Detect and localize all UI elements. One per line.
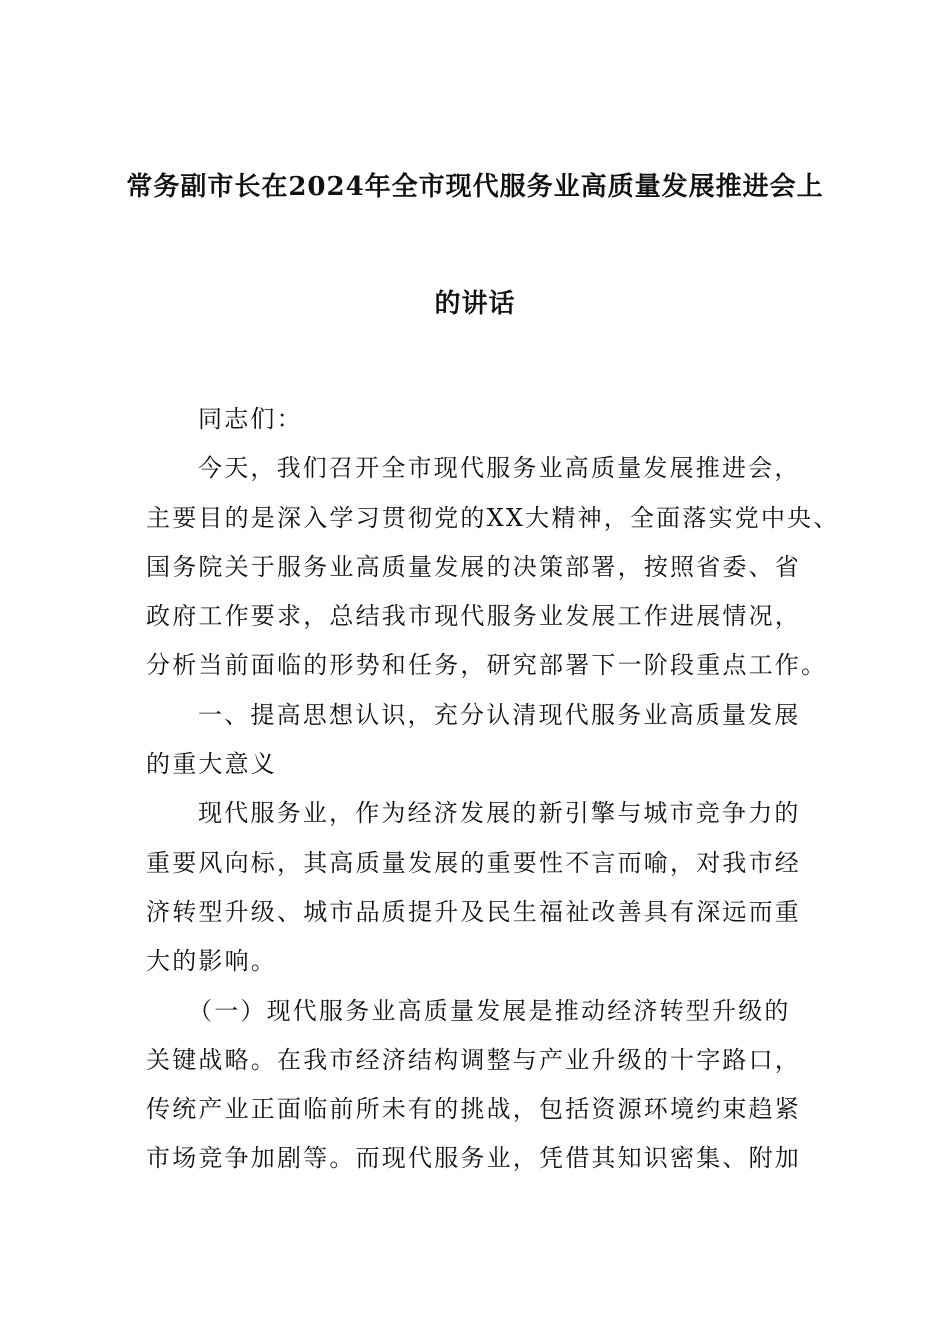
paragraph-line: 现代服务业，作为经济发展的新引擎与城市竞争力的 — [198, 799, 801, 828]
subsection-heading-line: （一）现代服务业高质量发展是推动经济转型升级的 — [188, 996, 791, 1025]
document-title-line-1: 常务副市长在2024年全市现代服务业高质量发展推进会上 — [126, 172, 824, 202]
paragraph-line: 重要风向标，其高质量发展的重要性不言而喻，对我市经 — [146, 848, 801, 877]
paragraph-line: 济转型升级、城市品质提升及民生福祉改善具有深远而重 — [146, 897, 801, 926]
section-heading-line: 一、提高思想认识，充分认清现代服务业高质量发展 — [198, 700, 801, 729]
paragraph-line: 分析当前面临的形势和任务，研究部署下一阶段重点工作。 — [146, 651, 828, 680]
paragraph-line: 传统产业正面临前所未有的挑战，包括资源环境约束趋紧 — [146, 1095, 801, 1124]
paragraph-line: 大的影响。 — [146, 947, 277, 976]
paragraph-line: 国务院关于服务业高质量发展的决策部署，按照省委、省 — [146, 552, 801, 581]
paragraph-line: 市场竞争加剧等。而现代服务业，凭借其知识密集、附加 — [146, 1144, 801, 1173]
section-heading-line: 的重大意义 — [146, 750, 277, 779]
paragraph-line: 关键战略。在我市经济结构调整与产业升级的十字路口， — [146, 1045, 801, 1074]
paragraph-line: 主要目的是深入学习贯彻党的XX大精神，全面落实党中央、 — [146, 503, 840, 532]
paragraph-line: 政府工作要求，总结我市现代服务业发展工作进展情况， — [146, 602, 801, 631]
paragraph-line: 今天，我们召开全市现代服务业高质量发展推进会， — [198, 454, 801, 483]
document-body — [146, 395, 840, 1184]
document-title-line-2: 的讲话 — [434, 289, 516, 319]
salutation: 同志们： — [198, 405, 303, 433]
